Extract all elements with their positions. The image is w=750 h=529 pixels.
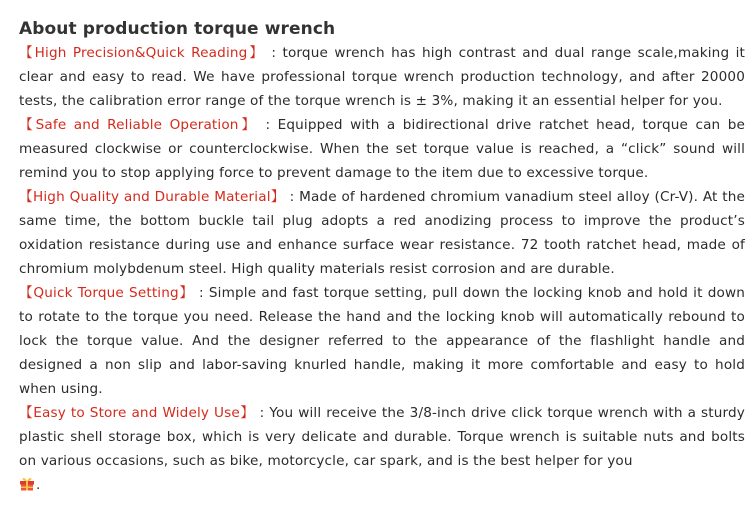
closing-text: . xyxy=(36,477,41,493)
section-label: 【Quick Torque Setting】 xyxy=(19,285,194,301)
section-quality-material xyxy=(19,185,745,281)
section-safe-reliable xyxy=(19,113,745,185)
section-text: : You will receive the 3/8-inch drive click torque wrench with a sturdy plastic shell storage box, which is very delicate and durable. Torque wrench is suitable nuts and bolts on various occasions, such as bike, motorcycle, car spark, and is the best helper for you xyxy=(19,405,745,469)
section-easy-store xyxy=(19,401,745,473)
section-label: 【Easy to Store and Widely Use】 xyxy=(19,405,255,421)
section-text: : Made of hardened chromium vanadium steel alloy (Cr-V). At the same time, the bottom buckle tail plug adopts a red anodizing process to improve the product’s oxidation resistance during use and enhance surface wear resistance. 72 tooth ratchet head, made of chromium molybdenum steel. High quality materials resist corrosion and are durable. xyxy=(19,189,746,277)
section-label: 【High Precision&Quick Reading】 xyxy=(19,45,265,61)
section-label: 【High Quality and Durable Material】 xyxy=(19,189,285,205)
product-description xyxy=(19,17,745,497)
gift-icon xyxy=(19,475,35,490)
closing-line xyxy=(19,473,745,497)
section-text: : torque wrench has high contrast and dual range scale,making it clear and easy to read. We have professional torque wrench production technology, and after 20000 tests, the calibration error range of the torque wrench is ± 3%, making it an essential helper for you. xyxy=(19,45,746,109)
section-label: 【Safe and Reliable Operation】 xyxy=(19,117,259,133)
section-high-precision xyxy=(19,41,745,113)
section-text: : Equipped with a bidirectional drive ratchet head, torque can be measured clockwise or counterclockwise. When the set torque value is reached, a “click” sound will remind you to stop applying force to prevent damage to the item due to excessive torque. xyxy=(19,117,745,181)
page-title: About production torque wrench xyxy=(19,19,336,39)
section-text: : Simple and fast torque setting, pull down the locking knob and hold it down to rotate to the torque you need. Release the hand and the locking knob will automatically rebound to lock the torque value. And the designer referred to the appearance of the flashlight handle and designed a non slip and labor-saving knurled handle, making it more comfortable and easy to hold when using. xyxy=(19,285,746,397)
section-quick-torque xyxy=(19,281,745,401)
